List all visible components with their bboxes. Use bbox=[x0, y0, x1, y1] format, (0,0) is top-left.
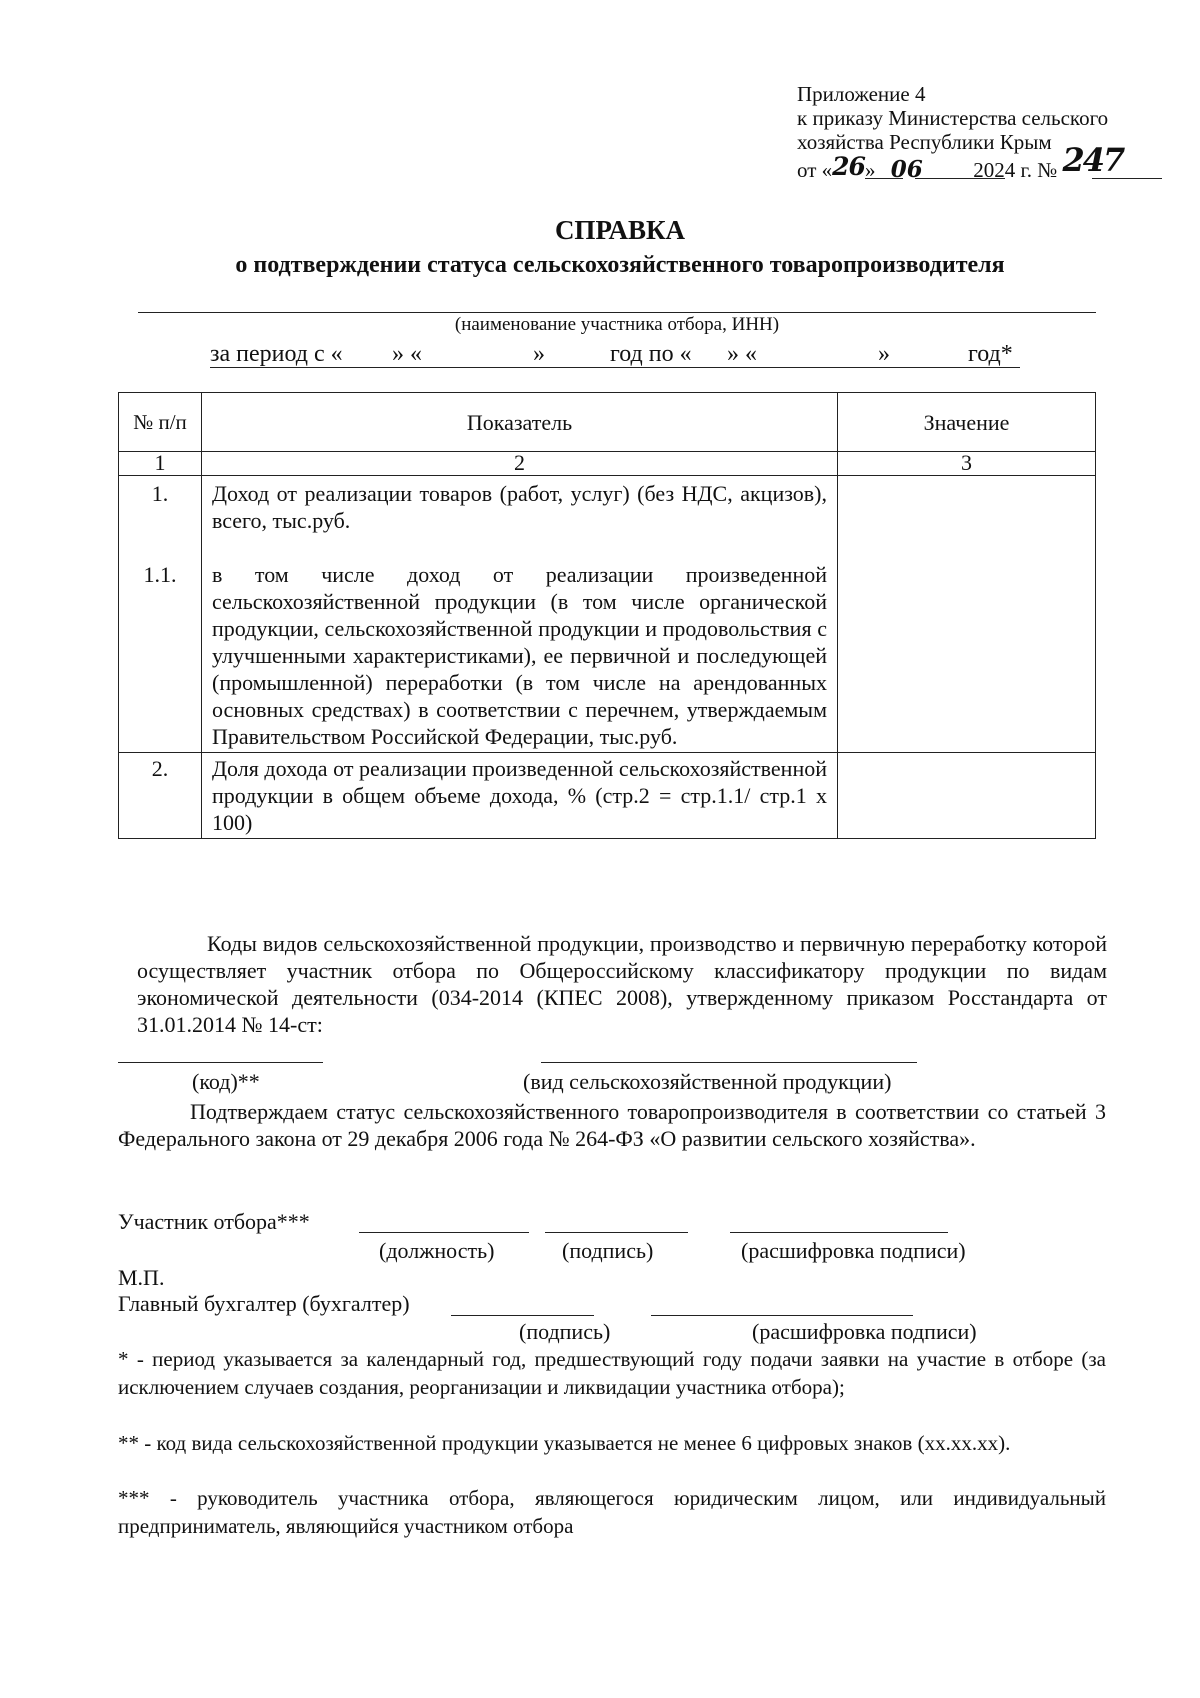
row-text-stack bbox=[202, 476, 838, 753]
order-number-underline bbox=[1092, 178, 1162, 179]
date-day-handwritten: 26 bbox=[832, 152, 865, 181]
table-row bbox=[119, 753, 1096, 839]
appendix-line-1: Приложение 4 bbox=[797, 82, 926, 106]
product-line bbox=[541, 1062, 917, 1063]
appendix-block bbox=[797, 82, 1157, 183]
table-header-row bbox=[119, 393, 1096, 452]
codes-paragraph: Коды видов сельскохозяйственной продукции, производство и первичную переработку которой осуществляет участник отбора по Общероссийскому классификатору продукции по видам экономической деятельности (034-2014 (КПЕС 2008), утвержденному приказом Росстандарта от 31.01.2014 № 14-ст: bbox=[137, 931, 1107, 1037]
appendix-line-2: к приказу Министерства сельского bbox=[797, 106, 1109, 130]
header-value: Значение bbox=[838, 393, 1096, 452]
period-year-label: год* bbox=[968, 341, 1013, 367]
row-1-1-num: 1.1. bbox=[143, 562, 177, 587]
date-month-underline bbox=[915, 178, 1005, 179]
period-to-label: год по « bbox=[610, 341, 692, 367]
doc-title: СПРАВКА bbox=[554, 215, 686, 245]
row-num-stack bbox=[119, 476, 202, 753]
row-1-text: Доход от реализации товаров (работ, услуг) (без НДС, акцизов), всего, тыс.руб. bbox=[212, 481, 827, 533]
footnote-1: * - период указывается за календарный год, предшествующий году подачи заявки на участие в отборе (за исключением случаев создания, реорганизации и ликвидации участника отбора); bbox=[118, 1347, 1106, 1399]
stamp-label: М.П. bbox=[118, 1265, 165, 1290]
row-1-num: 1. bbox=[151, 481, 169, 506]
decode-caption: (расшифровка подписи) bbox=[741, 1238, 966, 1263]
period-to-mid: » « bbox=[727, 341, 757, 367]
position-line bbox=[359, 1232, 529, 1233]
header-indicator: Показатель bbox=[202, 393, 838, 452]
signature-caption: (подпись) bbox=[562, 1238, 654, 1263]
period-line bbox=[210, 340, 1110, 372]
period-underline bbox=[210, 367, 1020, 368]
product-caption: (вид сельскохозяйственной продукции) bbox=[523, 1069, 892, 1094]
col-number-1: 1 bbox=[119, 452, 202, 476]
period-to-end: » bbox=[878, 341, 890, 367]
row-2-text: Доля дохода от реализации произведенной сельскохозяйственной продукции в общем объеме дохода, % (стр.2 = стр.1.1/ стр.1 х 100) bbox=[212, 756, 827, 835]
acc-signature-caption: (подпись) bbox=[519, 1319, 611, 1344]
header-num: № п/п bbox=[119, 393, 202, 452]
confirm-paragraph: Подтверждаем статус сельскохозяйственного товаропроизводителя в соответствии со статьей 3 Федерального закона от 29 декабря 2006 года № 264-ФЗ «О развитии сельского хозяйства». bbox=[118, 1099, 1106, 1151]
footnote-2: ** - код вида сельскохозяйственной продукции указывается не менее 6 цифровых знаков (хх.хх.хх). bbox=[118, 1431, 1011, 1455]
date-prefix: от « bbox=[797, 158, 833, 182]
date-mid: » bbox=[864, 158, 876, 182]
order-number-handwritten: 247 bbox=[1062, 141, 1124, 179]
period-from-end: » bbox=[533, 341, 545, 367]
date-day-underline bbox=[865, 178, 903, 179]
signature-line bbox=[545, 1232, 688, 1233]
indicators-table bbox=[118, 392, 1096, 839]
date-year: 2024 г. № bbox=[973, 158, 1058, 182]
row-1-value[interactable] bbox=[838, 476, 1096, 753]
code-caption: (код)** bbox=[192, 1069, 260, 1094]
decode-line bbox=[730, 1232, 948, 1233]
doc-subtitle: о подтверждении статуса сельскохозяйственного товаропроизводителя bbox=[235, 252, 1005, 278]
row-2-num: 2. bbox=[119, 753, 202, 839]
acc-signature-line bbox=[451, 1315, 594, 1316]
code-line bbox=[118, 1062, 323, 1063]
position-caption: (должность) bbox=[379, 1238, 495, 1263]
col-number-2: 2 bbox=[202, 452, 838, 476]
participant-label: Участник отбора*** bbox=[118, 1209, 310, 1234]
accountant-label: Главный бухгалтер (бухгалтер) bbox=[118, 1291, 410, 1316]
period-from-label: за период с « bbox=[210, 341, 343, 367]
period-from-mid: » « bbox=[392, 341, 422, 367]
acc-decode-line bbox=[651, 1315, 913, 1316]
appendix-line-3: хозяйства Республики Крым bbox=[797, 130, 1052, 154]
participant-caption: (наименование участника отбора, ИНН) bbox=[454, 314, 780, 335]
row-2-cell bbox=[202, 753, 838, 839]
col-number-3: 3 bbox=[838, 452, 1096, 476]
date-month-handwritten: 06 bbox=[890, 156, 923, 183]
table-col-number-row bbox=[119, 452, 1096, 476]
row-2-value[interactable] bbox=[838, 753, 1096, 839]
acc-decode-caption: (расшифровка подписи) bbox=[752, 1319, 977, 1344]
table-row bbox=[119, 476, 1096, 753]
participant-name-line bbox=[138, 312, 1096, 313]
row-1-1-text: в том числе доход от реализации произведенной сельскохозяйственной продукции (в том числе органической продукции, сельскохозяйственной продукции и продовольствия с улучшенными характеристиками), ее первичной и последующей (промышленной) переработки (в том числе на арендованных основных средствах) в соответствии с перечнем, утверждаемым Правительством Российской Федерации, тыс.руб. bbox=[212, 562, 827, 749]
footnote-3: *** - руководитель участника отбора, являющегося юридическим лицом, или индивидуальный предприниматель, являющийся участником отбора bbox=[118, 1486, 1106, 1538]
